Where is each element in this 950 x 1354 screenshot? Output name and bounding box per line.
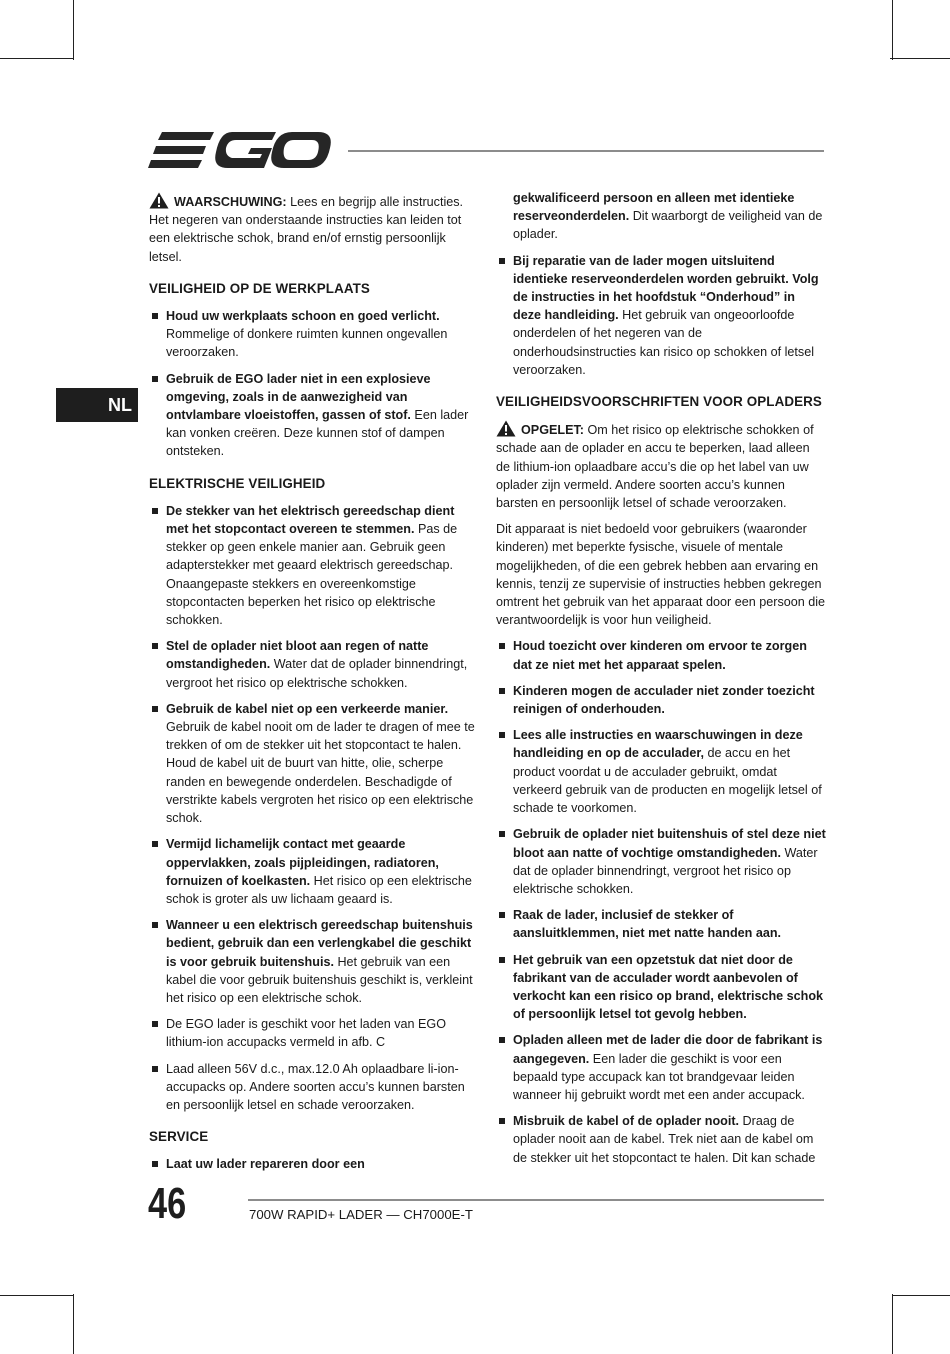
item-text: Gebruik de kabel nooit om de lader te dragen of mee te trekken of om de stekker uit het stopcontact te halen. Houd de kabel uit de buurt van hitte, olie, scherpe randen en bewegende onderdelen. Beschadigde of verstrikte kabels vergroten het risico op een elektrische schok.	[166, 720, 475, 826]
caution-label: OPGELET:	[521, 423, 584, 438]
item-bold: gekwalificeerd persoon en alleen met identieke reserveonderdelen.	[513, 191, 795, 224]
item-text: Water dat de oplader binnendringt, vergroot het risico op elektrische schokken.	[166, 657, 468, 690]
item-text: De EGO lader is geschikt voor het laden van EGO lithium-ion accupacks vermeld in afb. C	[166, 1017, 446, 1050]
item-bold: Kinderen mogen de acculader niet zonder toezicht reinigen of onderhouden.	[513, 683, 815, 717]
item-text: Het gebruik van ongeoorloofde onderdelen of het negeren van de onderhoudsinstructies kan risico op schokken of letsel veroorzaken.	[513, 308, 815, 377]
item-bold: Gebruik de kabel niet op een verkeerde manier.	[166, 701, 449, 716]
list-item	[496, 726, 826, 817]
right-column	[496, 189, 826, 1175]
section-heading: VEILIGHEID OP DE WERKPLAATS	[149, 280, 370, 296]
list-item	[149, 1015, 477, 1051]
crop-mark	[0, 1295, 74, 1296]
caution-paragraph	[496, 420, 826, 512]
bullet-list	[496, 637, 826, 1166]
list-item	[496, 825, 826, 898]
item-text: Het gebruik van een kabel die voor gebruik buitenshuis geschikt is, verkleint het risico op een elektrische schok.	[166, 954, 473, 1005]
list-item	[149, 1060, 477, 1115]
bullet-list	[149, 307, 477, 461]
list-item	[149, 637, 477, 692]
section-heading: ELEKTRISCHE VEILIGHEID	[149, 475, 326, 491]
item-text: Draag de oplader nooit aan de kabel. Trek niet aan de kabel om de stekker uit het stopcontact te halen. Dit kan schade	[513, 1114, 816, 1165]
item-text: Pas de stekker op geen enkele manier aan. Gebruik geen adapterstekker met geaard elektrisch gereedschap. Onaangepaste stekkers en overeenkomstige stopcontacten beperken het risico op elektrische schokken.	[166, 522, 458, 628]
ego-logo	[148, 128, 332, 174]
item-bold: Wanneer u een elektrisch gereedschap buitenshuis bedient, gebruik dan een verlengkabel die geschikt is voor gebruik buitenshuis.	[166, 918, 473, 969]
list-item	[496, 951, 826, 1024]
list-item	[149, 502, 477, 629]
list-item	[496, 906, 826, 942]
footer-rule	[248, 1199, 824, 1201]
item-bold: Gebruik de oplader niet buitenshuis of stel deze niet bloot aan natte of vochtige omstandigheden.	[513, 827, 826, 860]
bullet-list	[149, 502, 477, 1114]
item-bold: De stekker van het elektrisch gereedschap dient met het stopcontact overeen te stemmen.	[166, 503, 455, 537]
left-column	[149, 192, 477, 1182]
item-text: Laad alleen 56V d.c., max.12.0 Ah oplaadbare li-ion-accupacks op. Andere soorten accu’s kunnen barsten en persoonlijk letsel en schade veroorzaken.	[166, 1061, 465, 1112]
crop-mark	[892, 1294, 893, 1354]
crop-mark	[73, 0, 74, 60]
list-item	[496, 1112, 826, 1167]
crop-mark	[892, 0, 893, 60]
item-text: Dit waarborgt de veiligheid van de oplader.	[513, 209, 823, 242]
list-item	[149, 916, 477, 1007]
item-bold: Houd toezicht over kinderen om ervoor te zorgen dat ze niet met het apparaat spelen.	[513, 639, 807, 672]
crop-mark	[73, 1294, 74, 1354]
item-bold: Houd uw werkplaats schoon en goed verlicht.	[166, 309, 440, 324]
item-text: de accu en het product voordat u de acculader gebruikt, omdat verkeerd gebruik van de producten en mogelijk letsel of schade te voorkomen.	[513, 746, 822, 816]
item-bold: Het gebruik van een opzetstuk dat niet door de fabrikant van de acculader wordt aanbevolen of verkocht kan een risico op brand, elektrische schok of persoonlijk letsel tot gevolg hebben.	[513, 952, 824, 1022]
item-bold: Vermijd lichamelijk contact met geaarde oppervlakken, zoals pijpleidingen, radiatoren, fornuizen of koelkasten.	[166, 837, 439, 888]
item-bold: Stel de oplader niet bloot aan regen of natte omstandigheden.	[166, 639, 429, 672]
item-bold: Lees alle instructies en waarschuwingen in deze handleiding en op de acculader,	[513, 728, 803, 761]
item-bold: Laat uw lader repareren door een	[166, 1157, 365, 1172]
list-item	[496, 252, 826, 379]
warning-paragraph	[149, 192, 477, 266]
language-tab: NL	[56, 388, 138, 422]
item-bold: Opladen alleen met de lader die door de fabrikant is aangegeven.	[513, 1033, 823, 1066]
bullet-list	[496, 252, 826, 379]
list-item	[496, 637, 826, 673]
list-item	[496, 1031, 826, 1104]
warning-label: WAARSCHUWING:	[174, 195, 287, 209]
warning-text: Lees en begrijp alle instructies. Het negeren van onderstaande instructies kan leiden tot een elektrische schok, brand en/of ernstig persoonlijk letsel.	[149, 195, 464, 264]
item-text: Het risico op een elektrische schok is groter als uw lichaam geaard is.	[166, 873, 472, 906]
item-text: Rommelige of donkere ruimten kunnen ongevallen veroorzaken.	[166, 327, 448, 360]
list-item	[149, 700, 477, 827]
list-item	[149, 1155, 477, 1173]
caution-text: Om het risico op elektrische schokken of schade aan de oplader en accu te beperken, laad alleen de lithium-ion oplaadbare accu’s die op het label van uw oplader zijn vermeld. Andere soorten accu’s kunnen barsten en persoonlijk letsel of schade veroorzaken.	[496, 423, 814, 511]
crop-mark	[892, 1295, 950, 1296]
crop-mark	[18, 58, 74, 59]
continued-item	[496, 189, 826, 244]
item-bold: Bij reparatie van de lader mogen uitsluitend identieke reserveonderdelen worden gebruikt. Volg de instructies in het hoofdstuk “Onderhoud” in deze handleiding.	[513, 253, 819, 323]
list-item	[149, 835, 477, 908]
crop-mark	[890, 58, 950, 59]
body-paragraph: Dit apparaat is niet bedoeld voor gebruikers (waaronder kinderen) met beperkte fysische, visuele of mentale mogelijkheden, of die een gebrek hebben aan ervaring en kennis, tenzij ze supervisie of instructies hebben gekregen omtrent het gebruik van het apparaat door een persoon die verantwoordelijk is voor hun veiligheid.	[496, 522, 826, 628]
footer-product-title: 700W RAPID+ LADER — CH7000E-T	[249, 1207, 473, 1222]
item-bold: Raak de lader, inclusief de stekker of aansluitklemmen, niet met natte handen aan.	[513, 908, 782, 941]
section-heading: VEILIGHEIDSVOORSCHRIFTEN VOOR OPLADERS	[496, 394, 822, 410]
list-item	[149, 307, 477, 362]
item-text: Een lader kan vonken creëren. Deze kunnen stof of dampen ontsteken.	[166, 408, 469, 459]
item-bold: Misbruik de kabel of de oplader nooit.	[513, 1114, 740, 1129]
warning-icon	[149, 192, 169, 209]
warning-icon	[496, 420, 516, 437]
header-rule	[348, 150, 824, 152]
item-text: Water dat de oplader binnendringt, vergroot het risico op elektrische schokken.	[513, 845, 818, 896]
list-item	[149, 370, 477, 461]
item-bold: Gebruik de EGO lader niet in een explosieve omgeving, zoals in de aanwezigheid van ontvlambare vloeistoffen, gassen of stof.	[166, 371, 431, 423]
bullet-list	[149, 1155, 477, 1173]
page-number: 46	[148, 1179, 187, 1228]
section-heading: SERVICE	[149, 1129, 209, 1145]
list-item	[496, 682, 826, 718]
item-text: Een lader die geschikt is voor een bepaald type accupack kan tot brandgevaar leiden wanneer hij gebruikt wordt met een ander accupack.	[513, 1051, 805, 1102]
